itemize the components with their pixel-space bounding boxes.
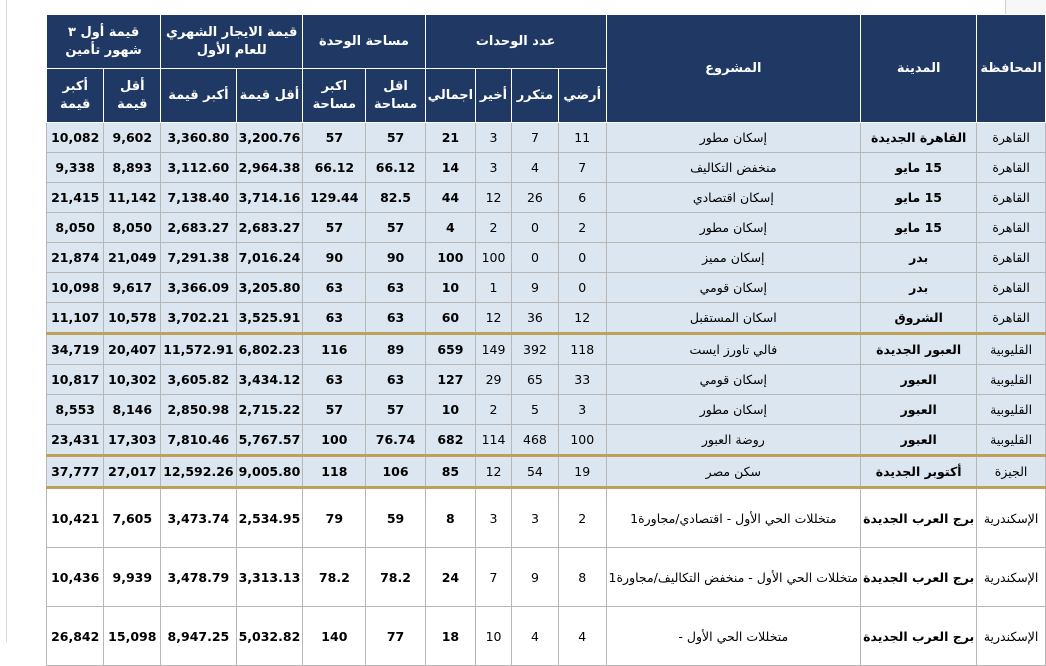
last-count-cell: 12 bbox=[476, 456, 512, 488]
insurance-min-cell: 10,578 bbox=[104, 303, 161, 334]
ground-count-cell: 19 bbox=[558, 456, 606, 488]
header-area-group: مساحة الوحدة bbox=[303, 15, 425, 69]
last-count-cell: 12 bbox=[476, 183, 512, 213]
header-repeated: متكرر bbox=[511, 69, 558, 123]
header-rent-max: أكبر قيمة bbox=[161, 69, 236, 123]
insurance-max-cell: 21,874 bbox=[47, 243, 104, 273]
project-cell: إسكان مطور bbox=[606, 123, 861, 153]
insurance-max-cell: 10,421 bbox=[47, 488, 104, 548]
rent-min-cell: 9,005.80 bbox=[236, 456, 303, 488]
table-row bbox=[47, 123, 1046, 153]
area-max-cell: 57 bbox=[303, 213, 366, 243]
repeated-count-cell: 3 bbox=[511, 488, 558, 548]
area-min-cell: 76.74 bbox=[366, 425, 425, 456]
rent-max-cell: 2,683.27 bbox=[161, 213, 236, 243]
city-cell: العبور bbox=[861, 365, 977, 395]
area-max-cell: 116 bbox=[303, 334, 366, 365]
repeated-count-cell: 9 bbox=[511, 273, 558, 303]
city-cell: برج العرب الجديدة bbox=[861, 488, 977, 548]
total-count-cell: 4 bbox=[425, 213, 475, 243]
total-count-cell: 10 bbox=[425, 395, 475, 425]
project-cell: فالي تاورز ايست bbox=[606, 334, 861, 365]
project-cell: متخللات الحي الأول - اقتصادي/مجاورة1 bbox=[606, 488, 861, 548]
table-row bbox=[47, 395, 1046, 425]
header-city: المدينة bbox=[861, 15, 977, 123]
table-row bbox=[47, 183, 1046, 213]
rent-min-cell: 3,313.13 bbox=[236, 548, 303, 607]
area-min-cell: 57 bbox=[366, 395, 425, 425]
project-cell: إسكان اقتصادي bbox=[606, 183, 861, 213]
insurance-min-cell: 8,146 bbox=[104, 395, 161, 425]
last-count-cell: 2 bbox=[476, 395, 512, 425]
rent-min-cell: 3,525.91 bbox=[236, 303, 303, 334]
area-max-cell: 79 bbox=[303, 488, 366, 548]
city-cell: العبور bbox=[861, 395, 977, 425]
total-count-cell: 659 bbox=[425, 334, 475, 365]
insurance-max-cell: 11,107 bbox=[47, 303, 104, 334]
insurance-max-cell: 8,050 bbox=[47, 213, 104, 243]
header-area-max: اكبر مساحة bbox=[303, 69, 366, 123]
rent-max-cell: 3,605.82 bbox=[161, 365, 236, 395]
area-max-cell: 78.2 bbox=[303, 548, 366, 607]
insurance-max-cell: 10,436 bbox=[47, 548, 104, 607]
repeated-count-cell: 7 bbox=[511, 123, 558, 153]
ground-count-cell: 12 bbox=[558, 303, 606, 334]
total-count-cell: 127 bbox=[425, 365, 475, 395]
governorate-cell: الإسكندرية bbox=[977, 488, 1046, 548]
rent-max-cell: 7,810.46 bbox=[161, 425, 236, 456]
total-count-cell: 14 bbox=[425, 153, 475, 183]
repeated-count-cell: 468 bbox=[511, 425, 558, 456]
ground-count-cell: 2 bbox=[558, 213, 606, 243]
governorate-cell: القليوبية bbox=[977, 334, 1046, 365]
rent-max-cell: 3,112.60 bbox=[161, 153, 236, 183]
insurance-max-cell: 9,338 bbox=[47, 153, 104, 183]
repeated-count-cell: 392 bbox=[511, 334, 558, 365]
ground-count-cell: 118 bbox=[558, 334, 606, 365]
insurance-min-cell: 9,939 bbox=[104, 548, 161, 607]
insurance-max-cell: 34,719 bbox=[47, 334, 104, 365]
insurance-max-cell: 10,082 bbox=[47, 123, 104, 153]
total-count-cell: 60 bbox=[425, 303, 475, 334]
last-count-cell: 10 bbox=[476, 607, 512, 666]
area-min-cell: 63 bbox=[366, 365, 425, 395]
table-row bbox=[47, 548, 1046, 607]
last-count-cell: 7 bbox=[476, 548, 512, 607]
governorate-cell: القليوبية bbox=[977, 365, 1046, 395]
project-cell: متخللات الحي الأول - bbox=[606, 607, 861, 666]
city-cell: 15 مايو bbox=[861, 213, 977, 243]
area-max-cell: 63 bbox=[303, 303, 366, 334]
table-row bbox=[47, 273, 1046, 303]
city-cell: القاهرة الجديدة bbox=[861, 123, 977, 153]
area-max-cell: 140 bbox=[303, 607, 366, 666]
city-cell: أكتوبر الجديدة bbox=[861, 456, 977, 488]
city-cell: 15 مايو bbox=[861, 183, 977, 213]
governorate-cell: القاهرة bbox=[977, 213, 1046, 243]
header-last: أخير bbox=[476, 69, 512, 123]
ground-count-cell: 7 bbox=[558, 153, 606, 183]
governorate-cell: القاهرة bbox=[977, 153, 1046, 183]
area-max-cell: 129.44 bbox=[303, 183, 366, 213]
header-governorate: المحافظة bbox=[977, 15, 1046, 123]
area-min-cell: 89 bbox=[366, 334, 425, 365]
area-min-cell: 90 bbox=[366, 243, 425, 273]
rent-max-cell: 3,473.74 bbox=[161, 488, 236, 548]
project-cell: إسكان مميز bbox=[606, 243, 861, 273]
repeated-count-cell: 36 bbox=[511, 303, 558, 334]
rent-max-cell: 7,138.40 bbox=[161, 183, 236, 213]
total-count-cell: 24 bbox=[425, 548, 475, 607]
table-row bbox=[47, 153, 1046, 183]
header-rent-min: أقل قيمة bbox=[236, 69, 303, 123]
insurance-min-cell: 9,617 bbox=[104, 273, 161, 303]
governorate-cell: القليوبية bbox=[977, 395, 1046, 425]
repeated-count-cell: 0 bbox=[511, 243, 558, 273]
governorate-cell: الإسكندرية bbox=[977, 548, 1046, 607]
ground-count-cell: 0 bbox=[558, 273, 606, 303]
header-project: المشروع bbox=[606, 15, 861, 123]
project-cell: إسكان مطور bbox=[606, 213, 861, 243]
table-row bbox=[47, 607, 1046, 666]
rent-min-cell: 2,534.95 bbox=[236, 488, 303, 548]
governorate-cell: القاهرة bbox=[977, 183, 1046, 213]
repeated-count-cell: 54 bbox=[511, 456, 558, 488]
ground-count-cell: 3 bbox=[558, 395, 606, 425]
table-row bbox=[47, 213, 1046, 243]
total-count-cell: 100 bbox=[425, 243, 475, 273]
rent-min-cell: 7,016.24 bbox=[236, 243, 303, 273]
last-count-cell: 2 bbox=[476, 213, 512, 243]
rent-min-cell: 5,032.82 bbox=[236, 607, 303, 666]
table-row bbox=[47, 243, 1046, 273]
header-insurance-min: أقل قيمة bbox=[104, 69, 161, 123]
area-min-cell: 57 bbox=[366, 213, 425, 243]
table-container bbox=[46, 14, 1046, 666]
insurance-max-cell: 21,415 bbox=[47, 183, 104, 213]
area-max-cell: 63 bbox=[303, 273, 366, 303]
rent-max-cell: 3,366.09 bbox=[161, 273, 236, 303]
ground-count-cell: 4 bbox=[558, 607, 606, 666]
area-max-cell: 90 bbox=[303, 243, 366, 273]
area-max-cell: 57 bbox=[303, 123, 366, 153]
governorate-cell: القاهرة bbox=[977, 303, 1046, 334]
housing-units-table bbox=[46, 14, 1046, 666]
repeated-count-cell: 26 bbox=[511, 183, 558, 213]
area-max-cell: 57 bbox=[303, 395, 366, 425]
insurance-min-cell: 9,602 bbox=[104, 123, 161, 153]
rent-min-cell: 3,200.76 bbox=[236, 123, 303, 153]
rent-max-cell: 3,360.80 bbox=[161, 123, 236, 153]
table-row bbox=[47, 365, 1046, 395]
area-max-cell: 118 bbox=[303, 456, 366, 488]
repeated-count-cell: 0 bbox=[511, 213, 558, 243]
total-count-cell: 8 bbox=[425, 488, 475, 548]
table-row bbox=[47, 425, 1046, 456]
last-count-cell: 29 bbox=[476, 365, 512, 395]
area-min-cell: 57 bbox=[366, 123, 425, 153]
insurance-max-cell: 10,817 bbox=[47, 365, 104, 395]
governorate-cell: الإسكندرية bbox=[977, 607, 1046, 666]
last-count-cell: 3 bbox=[476, 123, 512, 153]
area-min-cell: 78.2 bbox=[366, 548, 425, 607]
ground-count-cell: 33 bbox=[558, 365, 606, 395]
rent-max-cell: 7,291.38 bbox=[161, 243, 236, 273]
insurance-min-cell: 8,050 bbox=[104, 213, 161, 243]
area-min-cell: 59 bbox=[366, 488, 425, 548]
last-count-cell: 1 bbox=[476, 273, 512, 303]
header-insurance-max: أكبر قيمة bbox=[47, 69, 104, 123]
rent-min-cell: 3,434.12 bbox=[236, 365, 303, 395]
ground-count-cell: 0 bbox=[558, 243, 606, 273]
rent-min-cell: 3,714.16 bbox=[236, 183, 303, 213]
table-row bbox=[47, 334, 1046, 365]
insurance-max-cell: 37,777 bbox=[47, 456, 104, 488]
ground-count-cell: 2 bbox=[558, 488, 606, 548]
insurance-min-cell: 17,303 bbox=[104, 425, 161, 456]
last-count-cell: 149 bbox=[476, 334, 512, 365]
insurance-min-cell: 10,302 bbox=[104, 365, 161, 395]
left-page-edge bbox=[6, 0, 7, 642]
rent-min-cell: 2,964.38 bbox=[236, 153, 303, 183]
ground-count-cell: 11 bbox=[558, 123, 606, 153]
table-body bbox=[47, 123, 1046, 666]
last-count-cell: 114 bbox=[476, 425, 512, 456]
rent-max-cell: 3,702.21 bbox=[161, 303, 236, 334]
insurance-max-cell: 23,431 bbox=[47, 425, 104, 456]
ground-count-cell: 6 bbox=[558, 183, 606, 213]
total-count-cell: 44 bbox=[425, 183, 475, 213]
rent-min-cell: 2,683.27 bbox=[236, 213, 303, 243]
area-min-cell: 63 bbox=[366, 273, 425, 303]
total-count-cell: 18 bbox=[425, 607, 475, 666]
last-count-cell: 3 bbox=[476, 153, 512, 183]
project-cell: إسكان قومي bbox=[606, 365, 861, 395]
governorate-cell: القاهرة bbox=[977, 273, 1046, 303]
rent-min-cell: 2,715.22 bbox=[236, 395, 303, 425]
area-max-cell: 100 bbox=[303, 425, 366, 456]
city-cell: العبور bbox=[861, 425, 977, 456]
header-units-group: عدد الوحدات bbox=[425, 15, 606, 69]
city-cell: برج العرب الجديدة bbox=[861, 607, 977, 666]
area-max-cell: 66.12 bbox=[303, 153, 366, 183]
last-count-cell: 12 bbox=[476, 303, 512, 334]
city-cell: العبور الجديدة bbox=[861, 334, 977, 365]
insurance-min-cell: 20,407 bbox=[104, 334, 161, 365]
project-cell: اسكان المستقبل bbox=[606, 303, 861, 334]
area-min-cell: 66.12 bbox=[366, 153, 425, 183]
insurance-min-cell: 11,142 bbox=[104, 183, 161, 213]
insurance-min-cell: 8,893 bbox=[104, 153, 161, 183]
insurance-min-cell: 15,098 bbox=[104, 607, 161, 666]
repeated-count-cell: 9 bbox=[511, 548, 558, 607]
area-max-cell: 63 bbox=[303, 365, 366, 395]
governorate-cell: القليوبية bbox=[977, 425, 1046, 456]
project-cell: روضة العبور bbox=[606, 425, 861, 456]
project-cell: إسكان قومي bbox=[606, 273, 861, 303]
insurance-max-cell: 10,098 bbox=[47, 273, 104, 303]
city-cell: 15 مايو bbox=[861, 153, 977, 183]
insurance-max-cell: 8,553 bbox=[47, 395, 104, 425]
header-ground: أرضي bbox=[558, 69, 606, 123]
governorate-cell: القاهرة bbox=[977, 243, 1046, 273]
repeated-count-cell: 65 bbox=[511, 365, 558, 395]
city-cell: بدر bbox=[861, 273, 977, 303]
ground-count-cell: 8 bbox=[558, 548, 606, 607]
rent-max-cell: 8,947.25 bbox=[161, 607, 236, 666]
table-row bbox=[47, 456, 1046, 488]
header-rent-group: قيمة الايجار الشهري للعام الأول bbox=[161, 15, 303, 69]
project-cell: إسكان مطور bbox=[606, 395, 861, 425]
rent-min-cell: 3,205.80 bbox=[236, 273, 303, 303]
area-min-cell: 77 bbox=[366, 607, 425, 666]
table-row bbox=[47, 303, 1046, 334]
table-row bbox=[47, 488, 1046, 548]
project-cell: متخللات الحي الأول - منخفض التكاليف/مجاورة1 bbox=[606, 548, 861, 607]
project-cell: سكن مصر bbox=[606, 456, 861, 488]
city-cell: برج العرب الجديدة bbox=[861, 548, 977, 607]
total-count-cell: 21 bbox=[425, 123, 475, 153]
project-cell: منخفض التكاليف bbox=[606, 153, 861, 183]
last-count-cell: 100 bbox=[476, 243, 512, 273]
repeated-count-cell: 5 bbox=[511, 395, 558, 425]
insurance-min-cell: 27,017 bbox=[104, 456, 161, 488]
area-min-cell: 106 bbox=[366, 456, 425, 488]
governorate-cell: القاهرة bbox=[977, 123, 1046, 153]
rent-max-cell: 12,592.26 bbox=[161, 456, 236, 488]
rent-max-cell: 11,572.91 bbox=[161, 334, 236, 365]
total-count-cell: 10 bbox=[425, 273, 475, 303]
area-min-cell: 63 bbox=[366, 303, 425, 334]
header-insurance-group: قيمة أول ٣ شهور تأمين bbox=[47, 15, 161, 69]
city-cell: الشروق bbox=[861, 303, 977, 334]
insurance-min-cell: 21,049 bbox=[104, 243, 161, 273]
rent-max-cell: 2,850.98 bbox=[161, 395, 236, 425]
insurance-max-cell: 26,842 bbox=[47, 607, 104, 666]
repeated-count-cell: 4 bbox=[511, 153, 558, 183]
area-min-cell: 82.5 bbox=[366, 183, 425, 213]
governorate-cell: الجيزة bbox=[977, 456, 1046, 488]
city-cell: بدر bbox=[861, 243, 977, 273]
last-count-cell: 3 bbox=[476, 488, 512, 548]
insurance-min-cell: 7,605 bbox=[104, 488, 161, 548]
header-area-min: اقل مساحة bbox=[366, 69, 425, 123]
rent-min-cell: 6,802.23 bbox=[236, 334, 303, 365]
repeated-count-cell: 4 bbox=[511, 607, 558, 666]
ground-count-cell: 100 bbox=[558, 425, 606, 456]
rent-max-cell: 3,478.79 bbox=[161, 548, 236, 607]
total-count-cell: 682 bbox=[425, 425, 475, 456]
rent-min-cell: 5,767.57 bbox=[236, 425, 303, 456]
header-total: اجمالي bbox=[425, 69, 475, 123]
total-count-cell: 85 bbox=[425, 456, 475, 488]
